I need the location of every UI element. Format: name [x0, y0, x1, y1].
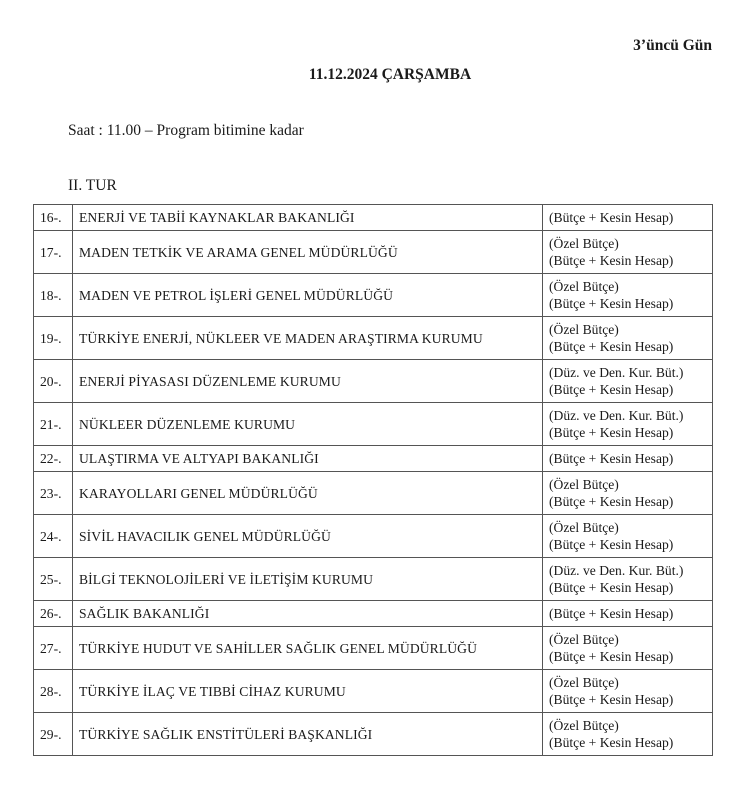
table-row	[34, 472, 713, 515]
row-number: 19-.	[34, 317, 73, 360]
table-row	[34, 601, 713, 627]
institution-name: ULAŞTIRMA VE ALTYAPI BAKANLIĞI	[73, 446, 543, 472]
budget-type-line: (Özel Bütçe)	[549, 477, 619, 492]
budget-type-cell	[543, 360, 713, 403]
table-row	[34, 627, 713, 670]
row-number: 26-.	[34, 601, 73, 627]
budget-type-line: (Bütçe + Kesin Hesap)	[549, 692, 674, 707]
row-number: 17-.	[34, 231, 73, 274]
budget-type-line: (Bütçe + Kesin Hesap)	[549, 606, 674, 621]
budget-type-cell	[543, 558, 713, 601]
budget-type-line: (Bütçe + Kesin Hesap)	[549, 425, 674, 440]
budget-type-line: (Özel Bütçe)	[549, 718, 619, 733]
institution-name: TÜRKİYE SAĞLIK ENSTİTÜLERİ BAŞKANLIĞI	[73, 713, 543, 756]
budget-type-line: (Düz. ve Den. Kur. Büt.)	[549, 563, 684, 578]
budget-type-line: (Bütçe + Kesin Hesap)	[549, 451, 674, 466]
budget-type-cell	[543, 231, 713, 274]
time-line: Saat : 11.00 – Program bitimine kadar	[68, 122, 304, 139]
budget-type-cell	[543, 446, 713, 472]
budget-type-cell	[543, 317, 713, 360]
budget-type-cell	[543, 205, 713, 231]
row-number: 28-.	[34, 670, 73, 713]
budget-type-line: (Özel Bütçe)	[549, 675, 619, 690]
budget-type-line: (Bütçe + Kesin Hesap)	[549, 580, 674, 595]
budget-type-line: (Özel Bütçe)	[549, 236, 619, 251]
budget-type-line: (Bütçe + Kesin Hesap)	[549, 735, 674, 750]
row-number: 20-.	[34, 360, 73, 403]
row-number: 21-.	[34, 403, 73, 446]
budget-type-cell	[543, 403, 713, 446]
row-number: 18-.	[34, 274, 73, 317]
budget-type-line: (Bütçe + Kesin Hesap)	[549, 253, 674, 268]
budget-type-line: (Bütçe + Kesin Hesap)	[549, 339, 674, 354]
institution-name: KARAYOLLARI GENEL MÜDÜRLÜĞÜ	[73, 472, 543, 515]
budget-type-line: (Özel Bütçe)	[549, 322, 619, 337]
budget-type-line: (Düz. ve Den. Kur. Büt.)	[549, 365, 684, 380]
budget-type-cell	[543, 670, 713, 713]
budget-type-cell	[543, 472, 713, 515]
table-row	[34, 205, 713, 231]
budget-type-line: (Düz. ve Den. Kur. Büt.)	[549, 408, 684, 423]
row-number: 24-.	[34, 515, 73, 558]
budget-type-cell	[543, 627, 713, 670]
row-number: 27-.	[34, 627, 73, 670]
table-row	[34, 446, 713, 472]
budget-type-line: (Bütçe + Kesin Hesap)	[549, 494, 674, 509]
row-number: 23-.	[34, 472, 73, 515]
schedule-table	[33, 204, 713, 756]
budget-type-line: (Bütçe + Kesin Hesap)	[549, 649, 674, 664]
table-row	[34, 403, 713, 446]
budget-type-line: (Bütçe + Kesin Hesap)	[549, 210, 674, 225]
budget-type-line: (Bütçe + Kesin Hesap)	[549, 296, 674, 311]
institution-name: SAĞLIK BAKANLIĞI	[73, 601, 543, 627]
budget-type-line: (Özel Bütçe)	[549, 520, 619, 535]
schedule-body	[34, 205, 713, 756]
day-label: 3’üncü Gün	[633, 37, 712, 54]
budget-type-cell	[543, 274, 713, 317]
date-title: 11.12.2024 ÇARŞAMBA	[308, 66, 472, 83]
institution-name: ENERJİ VE TABİİ KAYNAKLAR BAKANLIĞI	[73, 205, 543, 231]
table-row	[34, 670, 713, 713]
institution-name: MADEN VE PETROL İŞLERİ GENEL MÜDÜRLÜĞÜ	[73, 274, 543, 317]
budget-type-line: (Bütçe + Kesin Hesap)	[549, 537, 674, 552]
table-row	[34, 231, 713, 274]
budget-type-cell	[543, 713, 713, 756]
row-number: 25-.	[34, 558, 73, 601]
institution-name: SİVİL HAVACILIK GENEL MÜDÜRLÜĞÜ	[73, 515, 543, 558]
table-row	[34, 360, 713, 403]
institution-name: NÜKLEER DÜZENLEME KURUMU	[73, 403, 543, 446]
row-number: 16-.	[34, 205, 73, 231]
budget-type-line: (Özel Bütçe)	[549, 279, 619, 294]
budget-type-cell	[543, 515, 713, 558]
table-row	[34, 713, 713, 756]
table-row	[34, 274, 713, 317]
table-row	[34, 558, 713, 601]
institution-name: ENERJİ PİYASASI DÜZENLEME KURUMU	[73, 360, 543, 403]
institution-name: TÜRKİYE ENERJİ, NÜKLEER VE MADEN ARAŞTIRMA KURUMU	[73, 317, 543, 360]
institution-name: TÜRKİYE İLAÇ VE TIBBİ CİHAZ KURUMU	[73, 670, 543, 713]
row-number: 22-.	[34, 446, 73, 472]
round-label: II. TUR	[68, 177, 117, 194]
institution-name: TÜRKİYE HUDUT VE SAHİLLER SAĞLIK GENEL MÜDÜRLÜĞÜ	[73, 627, 543, 670]
budget-type-line: (Özel Bütçe)	[549, 632, 619, 647]
table-row	[34, 317, 713, 360]
table-row	[34, 515, 713, 558]
row-number: 29-.	[34, 713, 73, 756]
institution-name: MADEN TETKİK VE ARAMA GENEL MÜDÜRLÜĞÜ	[73, 231, 543, 274]
institution-name: BİLGİ TEKNOLOJİLERİ VE İLETİŞİM KURUMU	[73, 558, 543, 601]
budget-type-line: (Bütçe + Kesin Hesap)	[549, 382, 674, 397]
budget-type-cell	[543, 601, 713, 627]
